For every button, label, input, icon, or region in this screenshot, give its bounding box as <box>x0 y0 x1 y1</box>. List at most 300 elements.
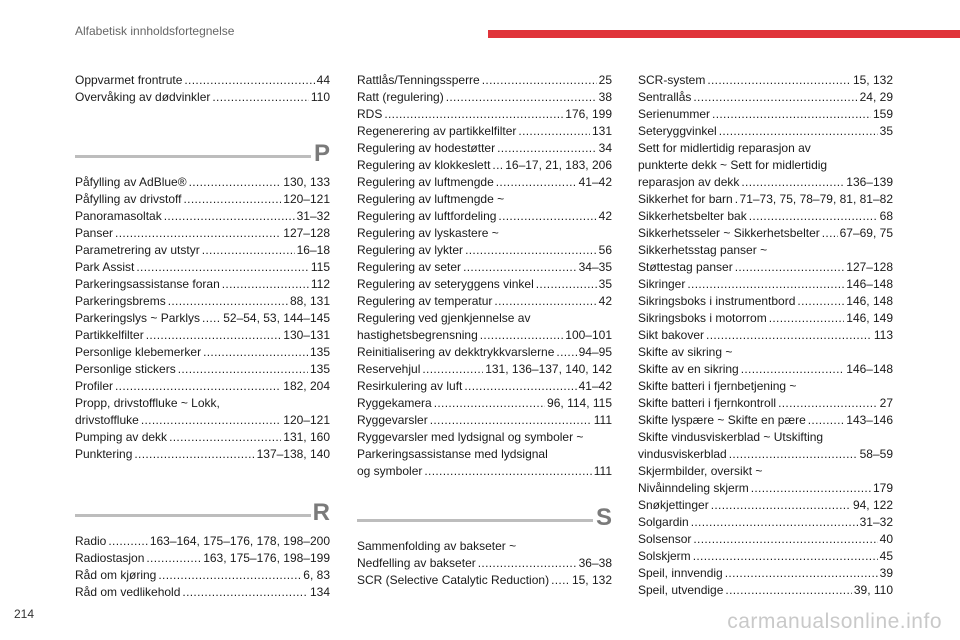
entry-term: Regulering av klokkeslett <box>357 158 491 172</box>
entry-row <box>638 259 893 276</box>
entry-row <box>357 395 612 412</box>
entry-term: vindusviskerblad <box>638 447 727 461</box>
entry-term: Regulering av lykter <box>357 243 464 257</box>
dot-leader <box>751 480 871 497</box>
entry-group <box>357 72 612 480</box>
entry-term: Skifte av en sikring <box>638 362 739 376</box>
entry-row <box>75 327 330 344</box>
entry-pages: 113 <box>873 328 893 342</box>
dot-leader <box>202 310 221 327</box>
entry-term: Nivåinndeling skjerm <box>638 481 749 495</box>
index-entry <box>357 378 612 395</box>
entry-row <box>638 191 893 208</box>
entry-term: Personlige klebemerker <box>75 345 202 359</box>
index-entry <box>357 395 612 412</box>
entry-pages: 120–121 <box>283 413 330 427</box>
entry-row <box>638 89 893 106</box>
letter-heading: S <box>595 504 612 531</box>
dot-leader <box>822 225 838 242</box>
entry-pages: 130, 133 <box>283 175 330 189</box>
index-entry <box>638 106 893 123</box>
spacer <box>357 480 612 504</box>
entry-row <box>638 531 893 548</box>
entry-term: Råd om vedlikehold <box>75 585 181 599</box>
index-entry <box>638 565 893 582</box>
entry-term: drivstoffluke <box>75 413 139 427</box>
index-entry <box>357 225 612 259</box>
index-entry <box>638 514 893 531</box>
index-entry <box>75 174 330 191</box>
entry-pages: 34–35 <box>578 260 612 274</box>
entry-term: Regulering av seter <box>357 260 462 274</box>
entry-pages: 44 <box>316 73 330 87</box>
dot-leader <box>482 72 597 89</box>
entry-pages: 35 <box>879 124 893 138</box>
entry-term: SCR (Selective Catalytic Reduction) <box>357 573 550 587</box>
index-entry <box>638 582 893 599</box>
entry-row <box>75 276 330 293</box>
entry-term: reparasjon av dekk <box>638 175 740 189</box>
entry-pages: 146–148 <box>846 277 893 291</box>
entry-group <box>75 174 330 463</box>
entry-row <box>75 259 330 276</box>
entry-term: Personlige stickers <box>75 362 176 376</box>
entry-term: Regulering av luftfordeling <box>357 209 497 223</box>
entry-pages: 135 <box>309 345 330 359</box>
dot-leader <box>735 259 845 276</box>
entry-pages: 143–146 <box>846 413 893 427</box>
dot-leader <box>725 565 878 582</box>
entry-pages: 135 <box>309 362 330 376</box>
entry-term: Park Assist <box>75 260 135 274</box>
entry-pages: 111 <box>593 413 612 427</box>
entry-term: Solgardin <box>638 515 689 529</box>
dot-leader <box>693 531 877 548</box>
entry-row <box>357 572 612 589</box>
index-entry <box>638 123 893 140</box>
entry-row <box>638 327 893 344</box>
index-entry <box>638 344 893 378</box>
entry-term: Radio <box>75 534 107 548</box>
entry-row <box>638 225 893 242</box>
entry-row <box>357 89 612 106</box>
entry-row <box>75 293 330 310</box>
dot-leader <box>164 208 295 225</box>
letter-divider <box>75 514 311 517</box>
index-entry <box>357 429 612 480</box>
entry-term: Reinitialisering av dekktrykkvarslerne <box>357 345 555 359</box>
index-entry <box>638 72 893 89</box>
entry-term: Råd om kjøring <box>75 568 157 582</box>
entry-row <box>75 361 330 378</box>
index-entry <box>638 429 893 463</box>
dot-leader <box>430 412 592 429</box>
entry-pages: 16–18 <box>296 243 330 257</box>
entry-term: Sikringer <box>638 277 686 291</box>
dot-leader <box>478 555 577 572</box>
dot-leader <box>797 293 844 310</box>
index-entry <box>357 123 612 140</box>
dot-leader <box>693 89 857 106</box>
entry-row <box>357 106 612 123</box>
entry-term: Parkeringslys ~ Parklys <box>75 311 201 325</box>
entry-term: og symboler <box>357 464 423 478</box>
entry-term-line: Regulering ved gjenkjennelse av <box>357 311 531 325</box>
dot-leader <box>496 174 577 191</box>
letter-heading: P <box>313 140 330 167</box>
entry-pages: 94, 122 <box>852 498 893 512</box>
entry-term: Radiostasjon <box>75 551 145 565</box>
entry-term-line: Sikkerhetsstag panser ~ <box>638 243 768 257</box>
index-entry <box>75 567 330 584</box>
index-entry <box>638 208 893 225</box>
dot-leader <box>707 72 851 89</box>
entry-term: Rattlås/Tenningssperre <box>357 73 480 87</box>
entry-term: Regenerering av partikkelfilter <box>357 124 517 138</box>
entry-row <box>638 293 893 310</box>
index-entry <box>638 310 893 327</box>
dot-leader <box>494 293 596 310</box>
entry-pages: 15, 132 <box>571 573 612 587</box>
dot-leader <box>778 395 878 412</box>
dot-leader <box>182 584 308 601</box>
entry-row <box>638 497 893 514</box>
dot-leader <box>808 412 845 429</box>
dot-leader <box>492 157 503 174</box>
dot-leader <box>719 123 878 140</box>
dot-leader <box>711 497 851 514</box>
index-entry <box>357 538 612 572</box>
index-entry <box>638 225 893 242</box>
entry-row <box>357 276 612 293</box>
dot-leader <box>749 208 878 225</box>
entry-term: Speil, utvendige <box>638 583 724 597</box>
index-entry <box>638 463 893 497</box>
entry-term: Partikkelfilter <box>75 328 144 342</box>
entry-pages: 67–69, 75 <box>839 226 893 240</box>
entry-pages: 58–59 <box>859 447 893 461</box>
entry-row <box>638 446 893 463</box>
entry-term: Profiler <box>75 379 114 393</box>
index-entry <box>357 572 612 589</box>
index-entry <box>75 327 330 344</box>
entry-pages: 15, 132 <box>852 73 893 87</box>
entry-row <box>638 582 893 599</box>
dot-leader <box>169 429 281 446</box>
entry-pages: 131 <box>591 124 612 138</box>
index-entry <box>357 106 612 123</box>
entry-row <box>638 565 893 582</box>
index-entry <box>638 548 893 565</box>
index-entry <box>638 412 893 429</box>
index-entry <box>638 276 893 293</box>
index-entry <box>75 191 330 208</box>
entry-pages: 45 <box>879 549 893 563</box>
index-entry <box>75 429 330 446</box>
entry-pages: 24, 29 <box>859 90 893 104</box>
entry-pages: 127–128 <box>283 226 330 240</box>
entry-pages: 159 <box>872 107 893 121</box>
index-entry <box>75 584 330 601</box>
dot-leader <box>551 572 570 589</box>
entry-pages: 68 <box>879 209 893 223</box>
dot-leader <box>158 567 301 584</box>
entry-term: Serienummer <box>638 107 711 121</box>
entry-term: Sikt bakover <box>638 328 705 342</box>
entry-term-line: Skifte av sikring ~ <box>638 345 733 359</box>
entry-row <box>357 208 612 225</box>
entry-term-line: Skifte batteri i fjernbetjening ~ <box>638 379 797 393</box>
entry-pages: 42 <box>598 209 612 223</box>
entry-term-line: Sett for midlertidig reparasjon av <box>638 141 811 155</box>
entry-pages: 163, 175–176, 198–199 <box>203 551 330 565</box>
index-entry <box>75 550 330 567</box>
entry-term: Sikkerhetsseler ~ Sikkerhetsbelter <box>638 226 820 240</box>
index-entry <box>638 242 893 276</box>
dot-leader <box>424 463 591 480</box>
index-entry <box>357 89 612 106</box>
entry-pages: 56 <box>598 243 612 257</box>
entry-pages: 27 <box>879 396 893 410</box>
dot-leader <box>108 533 147 550</box>
entry-pages: 52–54, 53, 144–145 <box>223 311 330 325</box>
entry-term: hastighetsbegrensning <box>357 328 478 342</box>
entry-pages: 96, 114, 115 <box>547 396 612 410</box>
entry-term: Speil, innvendig <box>638 566 723 580</box>
dot-leader <box>465 242 597 259</box>
dot-leader <box>203 344 308 361</box>
entry-pages: 146, 148 <box>846 294 893 308</box>
index-entry <box>75 344 330 361</box>
entry-term: SCR-system <box>638 73 706 87</box>
entry-pages: 39 <box>879 566 893 580</box>
entry-row <box>638 514 893 531</box>
dot-leader <box>735 191 738 208</box>
entry-term-line: Sammenfolding av bakseter ~ <box>357 539 517 553</box>
entry-term: Sentrallås <box>638 90 692 104</box>
entry-pages: 100–101 <box>565 328 612 342</box>
entry-row <box>357 378 612 395</box>
dot-leader <box>189 174 282 191</box>
dot-leader <box>497 140 597 157</box>
entry-group <box>638 72 893 599</box>
dot-leader <box>464 378 576 395</box>
index-entry <box>357 412 612 429</box>
entry-pages: 115 <box>310 260 330 274</box>
dot-leader <box>687 276 844 293</box>
entry-term: Skifte lyspære ~ Skifte en pære <box>638 413 806 427</box>
entry-term-line: Skifte vindusviskerblad ~ Utskifting <box>638 430 824 444</box>
dot-leader <box>706 327 872 344</box>
dot-leader <box>693 548 878 565</box>
entry-row <box>75 446 330 463</box>
entry-pages: 120–121 <box>283 192 330 206</box>
page-header-title: Alfabetisk innholdsfortegnelse <box>75 24 235 38</box>
entry-pages: 42 <box>598 294 612 308</box>
entry-pages: 131, 160 <box>283 430 330 444</box>
entry-row <box>638 548 893 565</box>
entry-term: Parametrering av utstyr <box>75 243 200 257</box>
dot-leader <box>422 361 483 378</box>
dot-leader <box>434 395 545 412</box>
entry-row <box>357 72 612 89</box>
index-entry <box>357 293 612 310</box>
entry-term: Påfylling av AdBlue® <box>75 175 187 189</box>
index-entry <box>357 174 612 191</box>
entry-pages: 136–139 <box>846 175 893 189</box>
entry-row <box>75 412 330 429</box>
entry-term: Påfylling av drivstoff <box>75 192 182 206</box>
entry-term: Regulering av temperatur <box>357 294 493 308</box>
entry-term-line: Regulering av lyskastere ~ <box>357 226 499 240</box>
entry-row <box>638 174 893 191</box>
index-entry <box>75 293 330 310</box>
entry-row <box>638 208 893 225</box>
dot-leader <box>446 89 597 106</box>
entry-term: Parkeringsassistanse foran <box>75 277 220 291</box>
dot-leader <box>556 344 576 361</box>
entry-row <box>75 242 330 259</box>
entry-pages: 130–131 <box>283 328 330 342</box>
entry-term: Oppvarmet frontrute <box>75 73 183 87</box>
entry-row <box>75 191 330 208</box>
watermark: carmanualsonline.info <box>727 610 942 633</box>
dot-leader <box>536 276 597 293</box>
entry-pages: 127–128 <box>846 260 893 274</box>
entry-term: Panoramasoltak <box>75 209 162 223</box>
entry-group <box>357 538 612 589</box>
entry-group <box>75 72 330 106</box>
entry-row <box>638 276 893 293</box>
index-entry <box>357 140 612 157</box>
entry-term: Sikkerhetsbelter bak <box>638 209 747 223</box>
entry-term: Snøkjettinger <box>638 498 709 512</box>
entry-pages: 131, 136–137, 140, 142 <box>485 362 612 376</box>
entry-pages: 179 <box>872 481 893 495</box>
index-column-1 <box>75 72 330 601</box>
entry-row <box>638 395 893 412</box>
dot-leader <box>115 225 281 242</box>
entry-row <box>357 412 612 429</box>
index-entry <box>357 276 612 293</box>
entry-row <box>357 293 612 310</box>
entry-pages: 6, 83 <box>303 568 330 582</box>
index-entry <box>357 361 612 378</box>
entry-pages: 41–42 <box>578 175 612 189</box>
dot-leader <box>212 89 308 106</box>
entry-pages: 39, 110 <box>853 583 893 597</box>
entry-row <box>357 555 612 572</box>
dot-leader <box>136 259 309 276</box>
entry-pages: 36–38 <box>578 556 612 570</box>
index-entry <box>357 72 612 89</box>
index-entry <box>75 361 330 378</box>
entry-row <box>357 140 612 157</box>
index-entry <box>357 259 612 276</box>
entry-row <box>75 533 330 550</box>
dot-leader <box>184 191 282 208</box>
entry-pages: 163–164, 175–176, 178, 198–200 <box>149 534 330 548</box>
entry-row <box>75 378 330 395</box>
entry-row <box>75 429 330 446</box>
entry-pages: 35 <box>598 277 612 291</box>
entry-row <box>75 584 330 601</box>
index-column-2 <box>357 72 612 589</box>
entry-row <box>357 463 612 480</box>
dot-leader <box>184 72 314 89</box>
entry-row <box>75 72 330 89</box>
entry-pages: 137–138, 140 <box>256 447 330 461</box>
entry-term-line: Parkeringsassistanse med lydsignal <box>357 447 548 461</box>
index-entry <box>357 157 612 174</box>
entry-term-line: Skjermbilder, oversikt ~ <box>638 464 763 478</box>
index-entry <box>75 242 330 259</box>
dot-leader <box>498 208 596 225</box>
entry-row <box>75 344 330 361</box>
entry-term: Nedfelling av bakseter <box>357 556 476 570</box>
index-entry <box>357 191 612 225</box>
entry-pages: 88, 131 <box>289 294 330 308</box>
index-entry <box>75 310 330 327</box>
entry-term: Punktering <box>75 447 133 461</box>
entry-row <box>638 412 893 429</box>
dot-leader <box>712 106 871 123</box>
entry-term: Regulering av luftmengde <box>357 175 494 189</box>
entry-row <box>75 550 330 567</box>
entry-term: Parkeringsbrems <box>75 294 166 308</box>
entry-row <box>638 310 893 327</box>
entry-row <box>638 106 893 123</box>
index-entry <box>638 140 893 191</box>
entry-term: Ryggevarsler <box>357 413 428 427</box>
entry-term: Sikringsboks i instrumentbord <box>638 294 796 308</box>
index-entry <box>638 327 893 344</box>
index-entry <box>75 446 330 463</box>
entry-row <box>75 174 330 191</box>
index-entry <box>357 344 612 361</box>
entry-term-line: Regulering av luftmengde ~ <box>357 192 505 206</box>
entry-pages: 112 <box>310 277 330 291</box>
entry-term: Panser <box>75 226 114 240</box>
entry-pages: 31–32 <box>859 515 893 529</box>
entry-row <box>638 361 893 378</box>
entry-term-line: Propp, drivstoffluke ~ Lokk, <box>75 396 220 410</box>
index-entry <box>638 531 893 548</box>
dot-leader <box>141 412 281 429</box>
header-accent-bar <box>488 30 960 38</box>
entry-term: Overvåking av dødvinkler <box>75 90 211 104</box>
entry-pages: 176, 199 <box>565 107 612 121</box>
spacer <box>75 463 330 499</box>
dot-leader <box>518 123 590 140</box>
entry-term: Reservehjul <box>357 362 421 376</box>
entry-row <box>357 174 612 191</box>
entry-term: Støttestag panser <box>638 260 733 274</box>
entry-pages: 16–17, 21, 183, 206 <box>505 158 612 172</box>
entry-pages: 182, 204 <box>283 379 330 393</box>
dot-leader <box>463 259 577 276</box>
entry-row <box>357 361 612 378</box>
entry-pages: 38 <box>598 90 612 104</box>
dot-leader <box>769 310 845 327</box>
entry-pages: 134 <box>309 585 330 599</box>
index-entry <box>75 533 330 550</box>
entry-row <box>75 208 330 225</box>
entry-term: Solskjerm <box>638 549 691 563</box>
entry-pages: 40 <box>879 532 893 546</box>
letter-heading: R <box>312 499 330 526</box>
entry-term: RDS <box>357 107 383 121</box>
